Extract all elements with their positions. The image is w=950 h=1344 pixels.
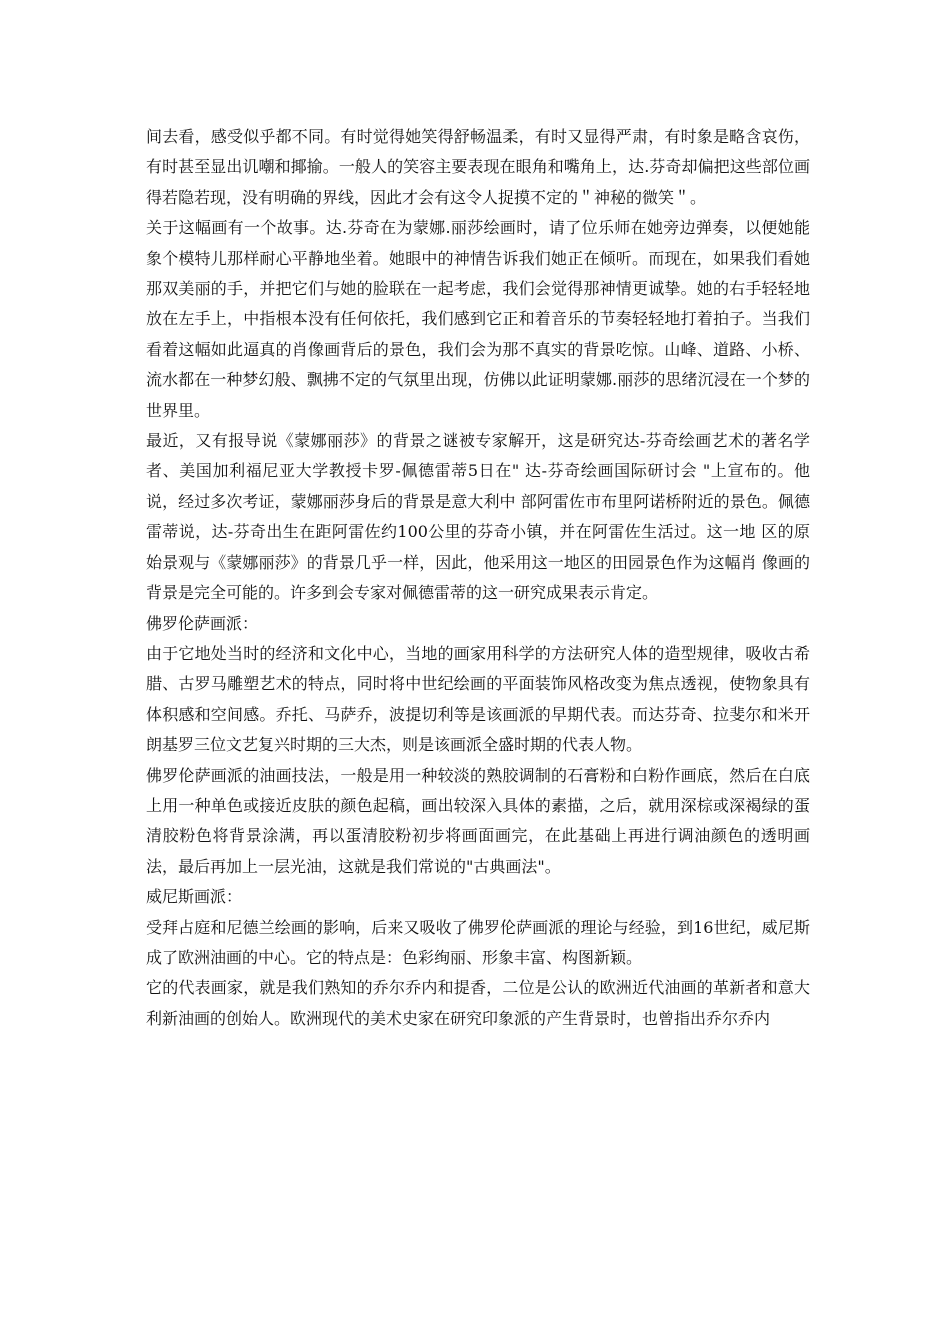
document-page bbox=[146, 122, 810, 1034]
paragraph-background-mystery: 最近，又有报导说《蒙娜丽莎》的背景之谜被专家解开，这是研究达-芬奇绘画艺术的著名学者、美国加利福尼亚大学教授卡罗-佩德雷蒂5日在" 达-芬奇绘画国际研讨会 "上宣布的。他说，经过多次考证，蒙娜丽莎身后的背景是意大利中 部阿雷佐市布里阿诺桥附近的景色。佩德雷蒂说，达-芬奇出生在距阿雷佐约100公里的芬奇小镇，并在阿雷佐生活过。这一地 区的原始景观与《蒙娜丽莎》的背景几乎一样，因此，他采用这一地区的田园景色作为这幅肖 像画的背景是完全可能的。许多到会专家对佩德雷蒂的这一研究成果表示肯定。 bbox=[146, 431, 810, 603]
paragraph-venetian-painters: 它的代表画家，就是我们熟知的乔尔乔内和提香，二位是公认的欧洲近代油画的革新者和意大利新油画的创始人。欧洲现代的美术史家在研究印象派的产生背景时，也曾指出乔尔乔内 bbox=[146, 978, 810, 1028]
paragraph-mona-lisa-smile: 间去看，感受似乎都不同。有时觉得她笑得舒畅温柔，有时又显得严肃，有时象是略含哀伤，有时甚至显出讥嘲和揶揄。一般人的笑容主要表现在眼角和嘴角上，达.芬奇却偏把这些部位画得若隐若现，没有明确的界线，因此才会有这令人捉摸不定的＂神秘的微笑＂。 bbox=[146, 127, 810, 207]
heading-venetian-school: 威尼斯画派： bbox=[146, 887, 243, 907]
paragraph-venetian-intro: 受拜占庭和尼德兰绘画的影响，后来又吸收了佛罗伦萨画派的理论与经验，到16世纪，威尼斯成了欧洲油画的中心。它的特点是：色彩绚丽、形象丰富、构图新颖。 bbox=[146, 917, 810, 967]
paragraph-florentine-technique: 佛罗伦萨画派的油画技法，一般是用一种较淡的熟胶调制的石膏粉和白粉作画底，然后在白底上用一种单色或接近皮肤的颜色起稿，画出较深入具体的素描，之后，就用深棕或深褐绿的蛋清胶粉色将背景涂满，再以蛋清胶粉初步将画面画完，在此基础上再进行调油颜色的透明画法，最后再加上一层光油，这就是我们常说的"古典画法"。 bbox=[146, 765, 810, 876]
paragraph-florentine-intro: 由于它地处当时的经济和文化中心，当地的画家用科学的方法研究人体的造型规律，吸收古希腊、古罗马雕塑艺术的特点，同时将中世纪绘画的平面装饰风格改变为焦点透视，使物象具有体积感和空间感。乔托、马萨乔，波提切利等是该画派的早期代表。而达芬奇、拉斐尔和米开朗基罗三位文艺复兴时期的三大杰，则是该画派全盛时期的代表人物。 bbox=[146, 643, 810, 755]
heading-florentine-school: 佛罗伦萨画派： bbox=[146, 613, 259, 633]
paragraph-mona-lisa-story: 关于这幅画有一个故事。达.芬奇在为蒙娜.丽莎绘画时，请了位乐师在她旁边弹奏，以便她能象个模特儿那样耐心平静地坐着。她眼中的神情告诉我们她正在倾听。而现在，如果我们看她那双美丽的手，并把它们与她的脸联在一起考虑，我们会觉得那神情更诚挚。她的右手轻轻地放在左手上，中指根本没有任何依托，我们感到它正和着音乐的节奏轻轻地打着拍子。当我们看着这幅如此逼真的肖像画背后的景色，我们会为那不真实的背景吃惊。山峰、道路、小桥、流水都在一种梦幻般、飘拂不定的气氛里出现，仿佛以此证明蒙娜.丽莎的思绪沉浸在一个梦的世界里。 bbox=[146, 218, 810, 420]
